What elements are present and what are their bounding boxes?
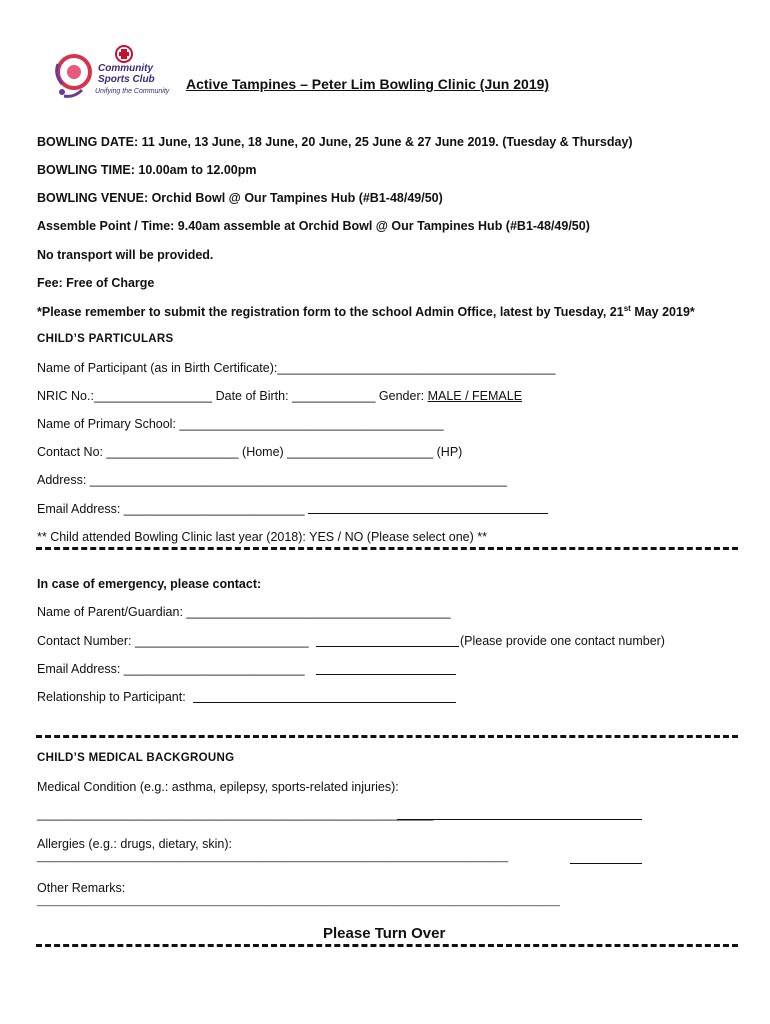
medical-condition-line[interactable]: _________________________________________________________ bbox=[37, 807, 434, 821]
logo-line-2: Sports Club bbox=[98, 74, 155, 85]
bowling-venue: BOWLING VENUE: Orchid Bowl @ Our Tampines Hub (#B1-48/49/50) bbox=[37, 191, 443, 205]
participant-name-field[interactable]: Name of Participant (as in Birth Certificate):________________________________________ bbox=[37, 361, 556, 375]
relationship-field[interactable] bbox=[193, 702, 456, 703]
medical-condition-label: Medical Condition (e.g.: asthma, epilepsy, sports-related injuries): bbox=[37, 780, 399, 794]
logo-tagline: Unifying the Community bbox=[95, 88, 170, 95]
medical-condition-underline bbox=[397, 819, 642, 820]
emblem-icon bbox=[114, 44, 134, 64]
emergency-contact-field[interactable]: Contact Number: _________________________ bbox=[37, 634, 309, 648]
email-underline bbox=[308, 513, 548, 514]
footer-divider bbox=[36, 944, 738, 947]
address-field[interactable]: Address: ____________________________________________________________ bbox=[37, 473, 507, 487]
logo-line-1: Community bbox=[98, 63, 153, 74]
assemble-point: Assemble Point / Time: 9.40am assemble at Orchid Bowl @ Our Tampines Hub (#B1-48/49/50) bbox=[37, 219, 590, 233]
guardian-email-field[interactable]: Email Address: __________________________ bbox=[37, 662, 305, 676]
gender-options[interactable]: MALE / FEMALE bbox=[427, 389, 523, 403]
page-title: Active Tampines – Peter Lim Bowling Clinic (Jun 2019) bbox=[186, 76, 550, 92]
bowling-time: BOWLING TIME: 10.00am to 12.00pm bbox=[37, 163, 257, 177]
nric-dob-field[interactable]: NRIC No.:_________________ Date of Birth: ____________ Gender: MALE / FEMALE bbox=[37, 389, 523, 403]
remarks-line[interactable]: ______________________________________________________________________________________________ bbox=[37, 896, 560, 907]
contact-note: (Please provide one contact number) bbox=[460, 634, 665, 648]
primary-school-field[interactable]: Name of Primary School: ______________________________________ bbox=[37, 417, 444, 431]
submission-reminder: *Please remember to submit the registration form to the school Admin Office, latest by Tuesday, 21st May 2019* bbox=[37, 304, 695, 320]
guardian-email-underline bbox=[316, 674, 456, 675]
section-divider bbox=[36, 547, 738, 550]
allergies-line[interactable]: _____________________________________________________________________________ bbox=[37, 851, 509, 863]
please-turn-over: Please Turn Over bbox=[323, 925, 446, 942]
remarks-label: Other Remarks: bbox=[37, 881, 126, 895]
child-contact-field[interactable]: Contact No: ___________________ (Home) _____________________ (HP) bbox=[37, 445, 463, 459]
child-email-field[interactable]: Email Address: __________________________ bbox=[37, 502, 305, 516]
bowling-date: BOWLING DATE: 11 June, 13 June, 18 June, 20 June, 25 June & 27 June 2019. (Tuesday & Thursday) bbox=[37, 135, 633, 149]
child-particulars-heading: CHILD’S PARTICULARS bbox=[37, 333, 174, 345]
relationship-label: Relationship to Participant: bbox=[37, 690, 186, 704]
guardian-name-field[interactable]: Name of Parent/Guardian: ______________________________________ bbox=[37, 605, 451, 619]
transport-note: No transport will be provided. bbox=[37, 248, 214, 262]
community-sports-club-logo bbox=[52, 44, 172, 102]
attended-last-year[interactable]: ** Child attended Bowling Clinic last year (2018): YES / NO (Please select one) ** bbox=[37, 530, 487, 544]
section-divider bbox=[36, 735, 738, 738]
fee: Fee: Free of Charge bbox=[37, 276, 155, 290]
allergies-underline bbox=[570, 863, 642, 864]
contact-underline bbox=[316, 646, 459, 647]
medical-heading: CHILD’S MEDICAL BACKGROUNG bbox=[37, 752, 235, 764]
emergency-heading: In case of emergency, please contact: bbox=[37, 577, 262, 591]
allergies-label: Allergies (e.g.: drugs, dietary, skin): bbox=[37, 837, 232, 851]
